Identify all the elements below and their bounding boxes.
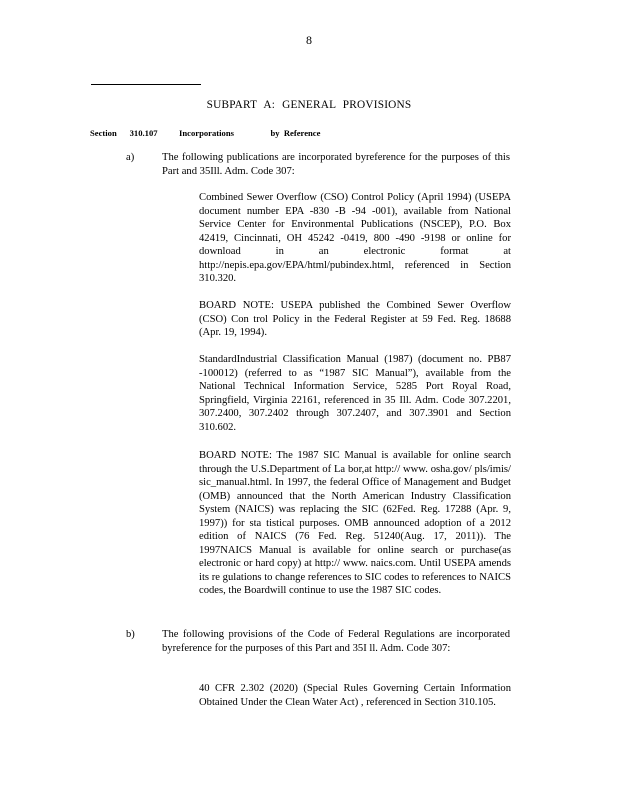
sic-board-note: BOARD NOTE: The 1987 SIC Manual is available for online search through the U.S.Department of La bor,at http:// www. osha.gov/ pls/imis/ sic_manual.html. In 1997, the federal Office of Management and Budget (OMB) announced that the North American Industry Classification System (NAICS) was replacing the SIC (62Fed. Reg. 17288 (Apr. 9, 1997)) for sta tistical purposes. OMB announced adoption of a 2012 edition of NAICS (76 Fed. Reg. 51240(Aug. 17, 2011)). The 1997NAICS Manual is available for online search or purchase(as electronic or hard copy) at http:// www. naics.com. Until USEPA amends its re gulations to change references to SIC codes to references to NAICS codes, the Boardwill continue to use the 1987 SIC codes. (199, 450, 511, 596)
item-a-label: a) (126, 152, 135, 163)
subpart-heading: SUBPART A: GENERAL PROVISIONS (206, 99, 412, 111)
section-heading: Section 310.107 Incorporations by Reference (90, 128, 321, 138)
item-b-text: The following provisions of the Code of Federal Regulations are incorporated byreference for the purposes of this Part and 35I ll. Adm. Code 307: (162, 629, 510, 654)
item-b-label: b) (126, 629, 135, 640)
page-number: 8 (306, 33, 312, 47)
footnote-rule (91, 84, 201, 85)
cso-policy-paragraph: Combined Sewer Overflow (CSO) Control Policy (April 1994) (USEPA document number EPA -830 -B -94 -001), available from National Service Center for Environmental Publications (NSCEP), P.O. Box 42419, Cincinnati, OH 45242 -0419, 800 -490 -9198 or online for download in an electronic format at http://nepis.epa.gov/EPA/html/pubindex.html, referenced in Section 310.320. (199, 192, 511, 284)
cfr-paragraph: 40 CFR 2.302 (2020) (Special Rules Governing Certain Information Obtained Under the Clean Water Act) , referenced in Section 310.105. (199, 683, 511, 708)
item-a-text: The following publications are incorporated byreference for the purposes of this Part and 35Ill. Adm. Code 307: (162, 152, 510, 177)
cso-board-note: BOARD NOTE: USEPA published the Combined Sewer Overflow (CSO) Con trol Policy in the Federal Register at 59 Fed. Reg. 18688 (Apr. 19, 1994). (199, 300, 511, 338)
sic-manual-paragraph: StandardIndustrial Classification Manual (1987) (document no. PB87 -100012) (referred to as “1987 SIC Manual”), available from the National Technical Information Service, 5285 Port Royal Road, Springfield, Virginia 22161, referenced in 35 Ill. Adm. Code 307.2201, 307.2400, 307.2402 through 307.2407, and 307.3901 and Section 310.602. (199, 354, 511, 433)
